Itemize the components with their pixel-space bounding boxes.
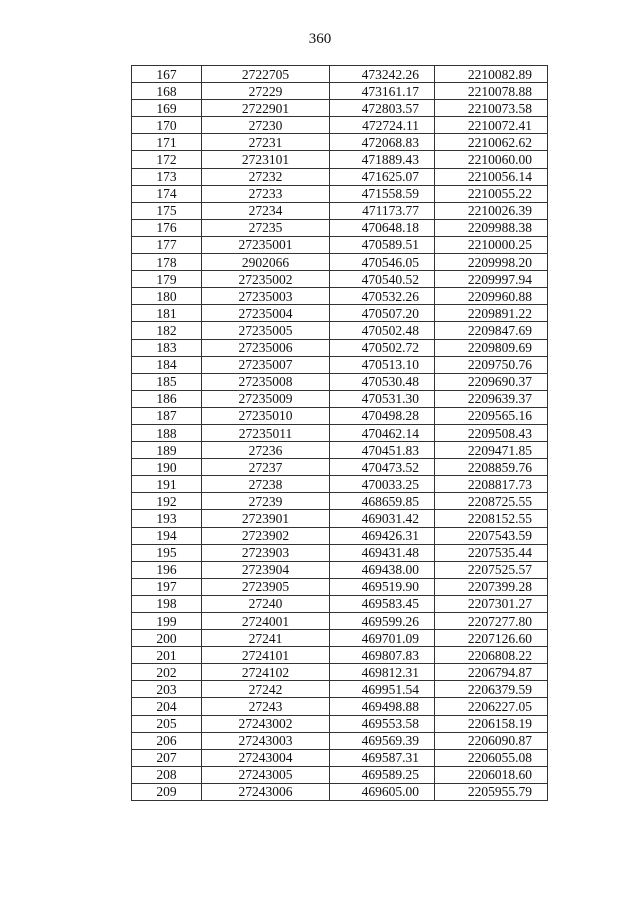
y-coordinate-cell: 2210078.88 (435, 83, 548, 100)
point-id-cell: 27241 (202, 630, 330, 647)
point-id-cell: 27235002 (202, 271, 330, 288)
row-index-cell: 206 (132, 732, 202, 749)
row-index-cell: 209 (132, 783, 202, 800)
point-id-cell: 2724001 (202, 613, 330, 630)
table-row (132, 664, 548, 681)
y-coordinate-cell: 2209809.69 (435, 339, 548, 356)
x-coordinate-cell: 469599.26 (330, 613, 435, 630)
x-coordinate-cell: 469519.90 (330, 578, 435, 595)
x-coordinate-cell: 470531.30 (330, 390, 435, 407)
row-index-cell: 172 (132, 151, 202, 168)
x-coordinate-cell: 469426.31 (330, 527, 435, 544)
point-id-cell: 2722705 (202, 66, 330, 83)
y-coordinate-cell: 2205955.79 (435, 783, 548, 800)
table-row (132, 117, 548, 134)
row-index-cell: 191 (132, 476, 202, 493)
x-coordinate-cell: 470589.51 (330, 236, 435, 253)
row-index-cell: 176 (132, 219, 202, 236)
row-index-cell: 169 (132, 100, 202, 117)
point-id-cell: 2723904 (202, 561, 330, 578)
y-coordinate-cell: 2210000.25 (435, 236, 548, 253)
x-coordinate-cell: 470498.28 (330, 407, 435, 424)
row-index-cell: 170 (132, 117, 202, 134)
table-row (132, 442, 548, 459)
point-id-cell: 2723905 (202, 578, 330, 595)
row-index-cell: 183 (132, 339, 202, 356)
table-row (132, 390, 548, 407)
point-id-cell: 27235003 (202, 288, 330, 305)
point-id-cell: 27232 (202, 168, 330, 185)
point-id-cell: 27237 (202, 459, 330, 476)
y-coordinate-cell: 2209997.94 (435, 271, 548, 288)
x-coordinate-cell: 469807.83 (330, 647, 435, 664)
row-index-cell: 186 (132, 390, 202, 407)
x-coordinate-cell: 472068.83 (330, 134, 435, 151)
row-index-cell: 199 (132, 613, 202, 630)
row-index-cell: 208 (132, 766, 202, 783)
x-coordinate-cell: 471173.77 (330, 202, 435, 219)
point-id-cell: 2722901 (202, 100, 330, 117)
table-row (132, 66, 548, 83)
row-index-cell: 168 (132, 83, 202, 100)
table-row (132, 578, 548, 595)
y-coordinate-cell: 2206379.59 (435, 681, 548, 698)
x-coordinate-cell: 470513.10 (330, 356, 435, 373)
row-index-cell: 205 (132, 715, 202, 732)
point-id-cell: 27234 (202, 202, 330, 219)
y-coordinate-cell: 2210060.00 (435, 151, 548, 168)
table-row (132, 134, 548, 151)
x-coordinate-cell: 470502.72 (330, 339, 435, 356)
y-coordinate-cell: 2210062.62 (435, 134, 548, 151)
table-row (132, 493, 548, 510)
row-index-cell: 171 (132, 134, 202, 151)
row-index-cell: 204 (132, 698, 202, 715)
point-id-cell: 2723902 (202, 527, 330, 544)
x-coordinate-cell: 471558.59 (330, 185, 435, 202)
x-coordinate-cell: 469701.09 (330, 630, 435, 647)
table-row (132, 424, 548, 441)
y-coordinate-cell: 2209565.16 (435, 407, 548, 424)
point-id-cell: 2724101 (202, 647, 330, 664)
row-index-cell: 198 (132, 595, 202, 612)
coordinates-table (131, 65, 548, 801)
row-index-cell: 201 (132, 647, 202, 664)
x-coordinate-cell: 469589.25 (330, 766, 435, 783)
table-row (132, 356, 548, 373)
x-coordinate-cell: 470451.83 (330, 442, 435, 459)
y-coordinate-cell: 2209471.85 (435, 442, 548, 459)
row-index-cell: 189 (132, 442, 202, 459)
point-id-cell: 27240 (202, 595, 330, 612)
point-id-cell: 27231 (202, 134, 330, 151)
point-id-cell: 2902066 (202, 254, 330, 271)
point-id-cell: 27243003 (202, 732, 330, 749)
x-coordinate-cell: 469431.48 (330, 544, 435, 561)
x-coordinate-cell: 471625.07 (330, 168, 435, 185)
y-coordinate-cell: 2209998.20 (435, 254, 548, 271)
y-coordinate-cell: 2206090.87 (435, 732, 548, 749)
table-row (132, 219, 548, 236)
table-row (132, 766, 548, 783)
x-coordinate-cell: 469583.45 (330, 595, 435, 612)
point-id-cell: 27235004 (202, 305, 330, 322)
row-index-cell: 192 (132, 493, 202, 510)
table-row (132, 100, 548, 117)
y-coordinate-cell: 2208859.76 (435, 459, 548, 476)
table-row (132, 202, 548, 219)
page-number: 360 (308, 31, 332, 47)
y-coordinate-cell: 2210072.41 (435, 117, 548, 134)
table-row (132, 698, 548, 715)
y-coordinate-cell: 2206808.22 (435, 647, 548, 664)
table-row (132, 407, 548, 424)
row-index-cell: 175 (132, 202, 202, 219)
y-coordinate-cell: 2209847.69 (435, 322, 548, 339)
row-index-cell: 197 (132, 578, 202, 595)
y-coordinate-cell: 2210073.58 (435, 100, 548, 117)
table-row (132, 305, 548, 322)
y-coordinate-cell: 2206158.19 (435, 715, 548, 732)
y-coordinate-cell: 2207535.44 (435, 544, 548, 561)
x-coordinate-cell: 472803.57 (330, 100, 435, 117)
y-coordinate-cell: 2207277.80 (435, 613, 548, 630)
x-coordinate-cell: 470502.48 (330, 322, 435, 339)
y-coordinate-cell: 2209639.37 (435, 390, 548, 407)
table-row (132, 630, 548, 647)
row-index-cell: 182 (132, 322, 202, 339)
point-id-cell: 2723901 (202, 510, 330, 527)
x-coordinate-cell: 471889.43 (330, 151, 435, 168)
row-index-cell: 207 (132, 749, 202, 766)
x-coordinate-cell: 473161.17 (330, 83, 435, 100)
table-row (132, 613, 548, 630)
table-row (132, 527, 548, 544)
table-row (132, 595, 548, 612)
x-coordinate-cell: 468659.85 (330, 493, 435, 510)
y-coordinate-cell: 2207543.59 (435, 527, 548, 544)
x-coordinate-cell: 473242.26 (330, 66, 435, 83)
table-row (132, 254, 548, 271)
point-id-cell: 27243 (202, 698, 330, 715)
x-coordinate-cell: 469569.39 (330, 732, 435, 749)
coordinates-table-body (132, 66, 548, 801)
x-coordinate-cell: 469605.00 (330, 783, 435, 800)
row-index-cell: 194 (132, 527, 202, 544)
y-coordinate-cell: 2210082.89 (435, 66, 548, 83)
point-id-cell: 27235008 (202, 373, 330, 390)
table-row (132, 732, 548, 749)
y-coordinate-cell: 2209960.88 (435, 288, 548, 305)
table-row (132, 271, 548, 288)
point-id-cell: 27235011 (202, 424, 330, 441)
point-id-cell: 27230 (202, 117, 330, 134)
x-coordinate-cell: 470532.26 (330, 288, 435, 305)
row-index-cell: 181 (132, 305, 202, 322)
table-row (132, 373, 548, 390)
row-index-cell: 177 (132, 236, 202, 253)
table-row (132, 647, 548, 664)
point-id-cell: 27243004 (202, 749, 330, 766)
row-index-cell: 190 (132, 459, 202, 476)
table-row (132, 83, 548, 100)
y-coordinate-cell: 2209988.38 (435, 219, 548, 236)
y-coordinate-cell: 2207399.28 (435, 578, 548, 595)
table-row (132, 459, 548, 476)
point-id-cell: 27238 (202, 476, 330, 493)
table-row (132, 544, 548, 561)
table-row (132, 561, 548, 578)
point-id-cell: 27235005 (202, 322, 330, 339)
x-coordinate-cell: 470033.25 (330, 476, 435, 493)
x-coordinate-cell: 469951.54 (330, 681, 435, 698)
x-coordinate-cell: 469812.31 (330, 664, 435, 681)
row-index-cell: 173 (132, 168, 202, 185)
point-id-cell: 2723903 (202, 544, 330, 561)
y-coordinate-cell: 2208152.55 (435, 510, 548, 527)
point-id-cell: 2723101 (202, 151, 330, 168)
point-id-cell: 27243005 (202, 766, 330, 783)
y-coordinate-cell: 2210056.14 (435, 168, 548, 185)
table-row (132, 322, 548, 339)
point-id-cell: 27235006 (202, 339, 330, 356)
y-coordinate-cell: 2207525.57 (435, 561, 548, 578)
row-index-cell: 180 (132, 288, 202, 305)
row-index-cell: 178 (132, 254, 202, 271)
row-index-cell: 193 (132, 510, 202, 527)
table-row (132, 476, 548, 493)
point-id-cell: 27242 (202, 681, 330, 698)
table-row (132, 168, 548, 185)
table-row (132, 339, 548, 356)
y-coordinate-cell: 2206794.87 (435, 664, 548, 681)
point-id-cell: 27235001 (202, 236, 330, 253)
row-index-cell: 185 (132, 373, 202, 390)
point-id-cell: 27233 (202, 185, 330, 202)
table-row (132, 749, 548, 766)
row-index-cell: 184 (132, 356, 202, 373)
y-coordinate-cell: 2207126.60 (435, 630, 548, 647)
x-coordinate-cell: 469498.88 (330, 698, 435, 715)
x-coordinate-cell: 469438.00 (330, 561, 435, 578)
y-coordinate-cell: 2209690.37 (435, 373, 548, 390)
table-row (132, 151, 548, 168)
row-index-cell: 167 (132, 66, 202, 83)
row-index-cell: 195 (132, 544, 202, 561)
point-id-cell: 27235009 (202, 390, 330, 407)
x-coordinate-cell: 470507.20 (330, 305, 435, 322)
point-id-cell: 27236 (202, 442, 330, 459)
y-coordinate-cell: 2206055.08 (435, 749, 548, 766)
x-coordinate-cell: 470546.05 (330, 254, 435, 271)
row-index-cell: 174 (132, 185, 202, 202)
row-index-cell: 188 (132, 424, 202, 441)
point-id-cell: 27243002 (202, 715, 330, 732)
x-coordinate-cell: 469587.31 (330, 749, 435, 766)
x-coordinate-cell: 470462.14 (330, 424, 435, 441)
row-index-cell: 187 (132, 407, 202, 424)
y-coordinate-cell: 2209891.22 (435, 305, 548, 322)
point-id-cell: 27243006 (202, 783, 330, 800)
point-id-cell: 27235 (202, 219, 330, 236)
table-row (132, 236, 548, 253)
y-coordinate-cell: 2210026.39 (435, 202, 548, 219)
row-index-cell: 179 (132, 271, 202, 288)
point-id-cell: 27235007 (202, 356, 330, 373)
point-id-cell: 27229 (202, 83, 330, 100)
table-row (132, 185, 548, 202)
x-coordinate-cell: 469553.58 (330, 715, 435, 732)
row-index-cell: 203 (132, 681, 202, 698)
y-coordinate-cell: 2208817.73 (435, 476, 548, 493)
row-index-cell: 196 (132, 561, 202, 578)
x-coordinate-cell: 470648.18 (330, 219, 435, 236)
point-id-cell: 2724102 (202, 664, 330, 681)
table-row (132, 510, 548, 527)
point-id-cell: 27235010 (202, 407, 330, 424)
table-row (132, 288, 548, 305)
x-coordinate-cell: 470473.52 (330, 459, 435, 476)
x-coordinate-cell: 470540.52 (330, 271, 435, 288)
point-id-cell: 27239 (202, 493, 330, 510)
y-coordinate-cell: 2209750.76 (435, 356, 548, 373)
table-row (132, 783, 548, 800)
y-coordinate-cell: 2208725.55 (435, 493, 548, 510)
y-coordinate-cell: 2207301.27 (435, 595, 548, 612)
y-coordinate-cell: 2209508.43 (435, 424, 548, 441)
x-coordinate-cell: 472724.11 (330, 117, 435, 134)
table-row (132, 681, 548, 698)
y-coordinate-cell: 2206018.60 (435, 766, 548, 783)
table-row (132, 715, 548, 732)
y-coordinate-cell: 2210055.22 (435, 185, 548, 202)
x-coordinate-cell: 469031.42 (330, 510, 435, 527)
row-index-cell: 200 (132, 630, 202, 647)
x-coordinate-cell: 470530.48 (330, 373, 435, 390)
row-index-cell: 202 (132, 664, 202, 681)
y-coordinate-cell: 2206227.05 (435, 698, 548, 715)
